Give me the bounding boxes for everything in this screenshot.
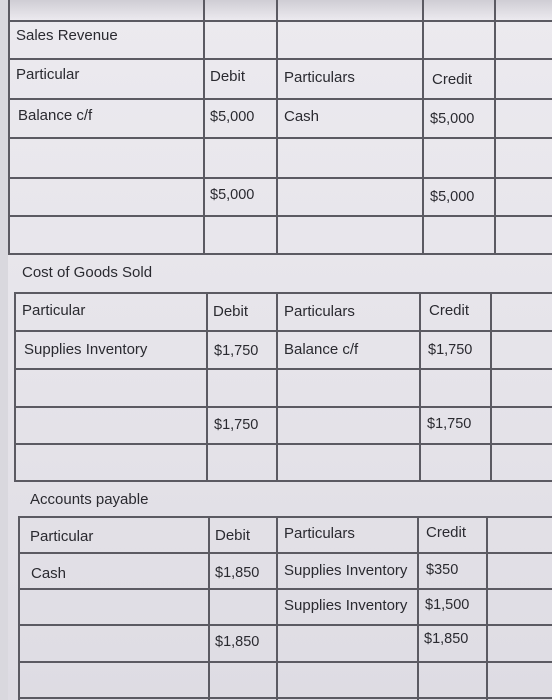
grid-column-line [203,0,205,255]
grid-row-line [8,215,552,217]
header-particular: Particular [16,66,80,83]
grid-column-line [276,292,278,481]
section-title-accounts-payable: Accounts payable [30,491,149,508]
grid-row-line [8,137,552,139]
grid-row-line [8,58,552,60]
grid-row-line [14,480,552,482]
grid-column-line [206,292,208,481]
grid-row-line [18,516,552,518]
cell-particular: Balance c/f [18,107,93,124]
cell-credit: $350 [426,562,459,578]
total-debit: $1,750 [214,417,259,433]
cell-particulars: Supplies Inventory [284,597,408,614]
grid-column-line [417,516,419,700]
grid-column-line [18,516,20,700]
header-credit: Credit [432,71,473,88]
header-particulars: Particulars [284,69,355,86]
header-particulars: Particulars [284,525,355,542]
grid-column-line [486,516,488,700]
cell-credit: $5,000 [430,111,475,127]
grid-row-line [18,624,552,626]
total-debit: $5,000 [210,187,255,203]
total-credit: $1,850 [424,631,469,647]
total-credit: $1,750 [427,416,472,432]
cell-particulars: Cash [284,108,320,125]
cell-credit: $1,500 [425,597,470,613]
grid-row-line [14,292,552,294]
grid-row-line [14,330,552,332]
header-debit: Debit [213,303,249,320]
grid-column-line [14,292,16,481]
grid-column-line [422,0,424,255]
header-debit: Debit [215,527,251,544]
header-particular: Particular [22,302,86,319]
grid-row-line [8,98,552,100]
cell-debit: $1,750 [214,343,259,359]
header-particulars: Particulars [284,303,355,320]
cell-debit: $5,000 [210,109,255,125]
header-debit: Debit [210,68,246,85]
grid-row-line [14,368,552,370]
grid-column-line [494,0,496,255]
header-credit: Credit [426,524,467,541]
grid-column-line [276,0,278,255]
grid-column-line [490,292,492,481]
section-title-cost-of-goods-sold: Cost of Goods Sold [22,264,153,281]
cell-particular: Cash [31,565,67,582]
grid-row-line [18,697,552,699]
grid-column-line [8,0,10,255]
grid-column-line [208,516,210,700]
cell-credit: $1,750 [428,342,473,358]
grid-row-line [8,253,552,255]
total-credit: $5,000 [430,189,475,205]
total-debit: $1,850 [215,634,260,650]
cell-debit: $1,850 [215,565,260,581]
grid-row-line [18,552,552,554]
grid-row-line [18,588,552,590]
grid-row-line [14,443,552,445]
cell-particulars: Supplies Inventory [284,562,408,579]
header-particular: Particular [30,528,94,545]
grid-row-line [8,20,552,22]
cell-particular: Supplies Inventory [24,341,148,358]
ledger-sheet [8,0,552,700]
header-credit: Credit [429,302,470,319]
grid-column-line [419,292,421,481]
cell-particulars: Balance c/f [284,341,359,358]
grid-row-line [18,661,552,663]
grid-row-line [8,177,552,179]
grid-column-line [276,516,278,700]
ledger-table [8,0,552,700]
grid-row-line [14,406,552,408]
section-title-sales-revenue: Sales Revenue [16,27,118,44]
